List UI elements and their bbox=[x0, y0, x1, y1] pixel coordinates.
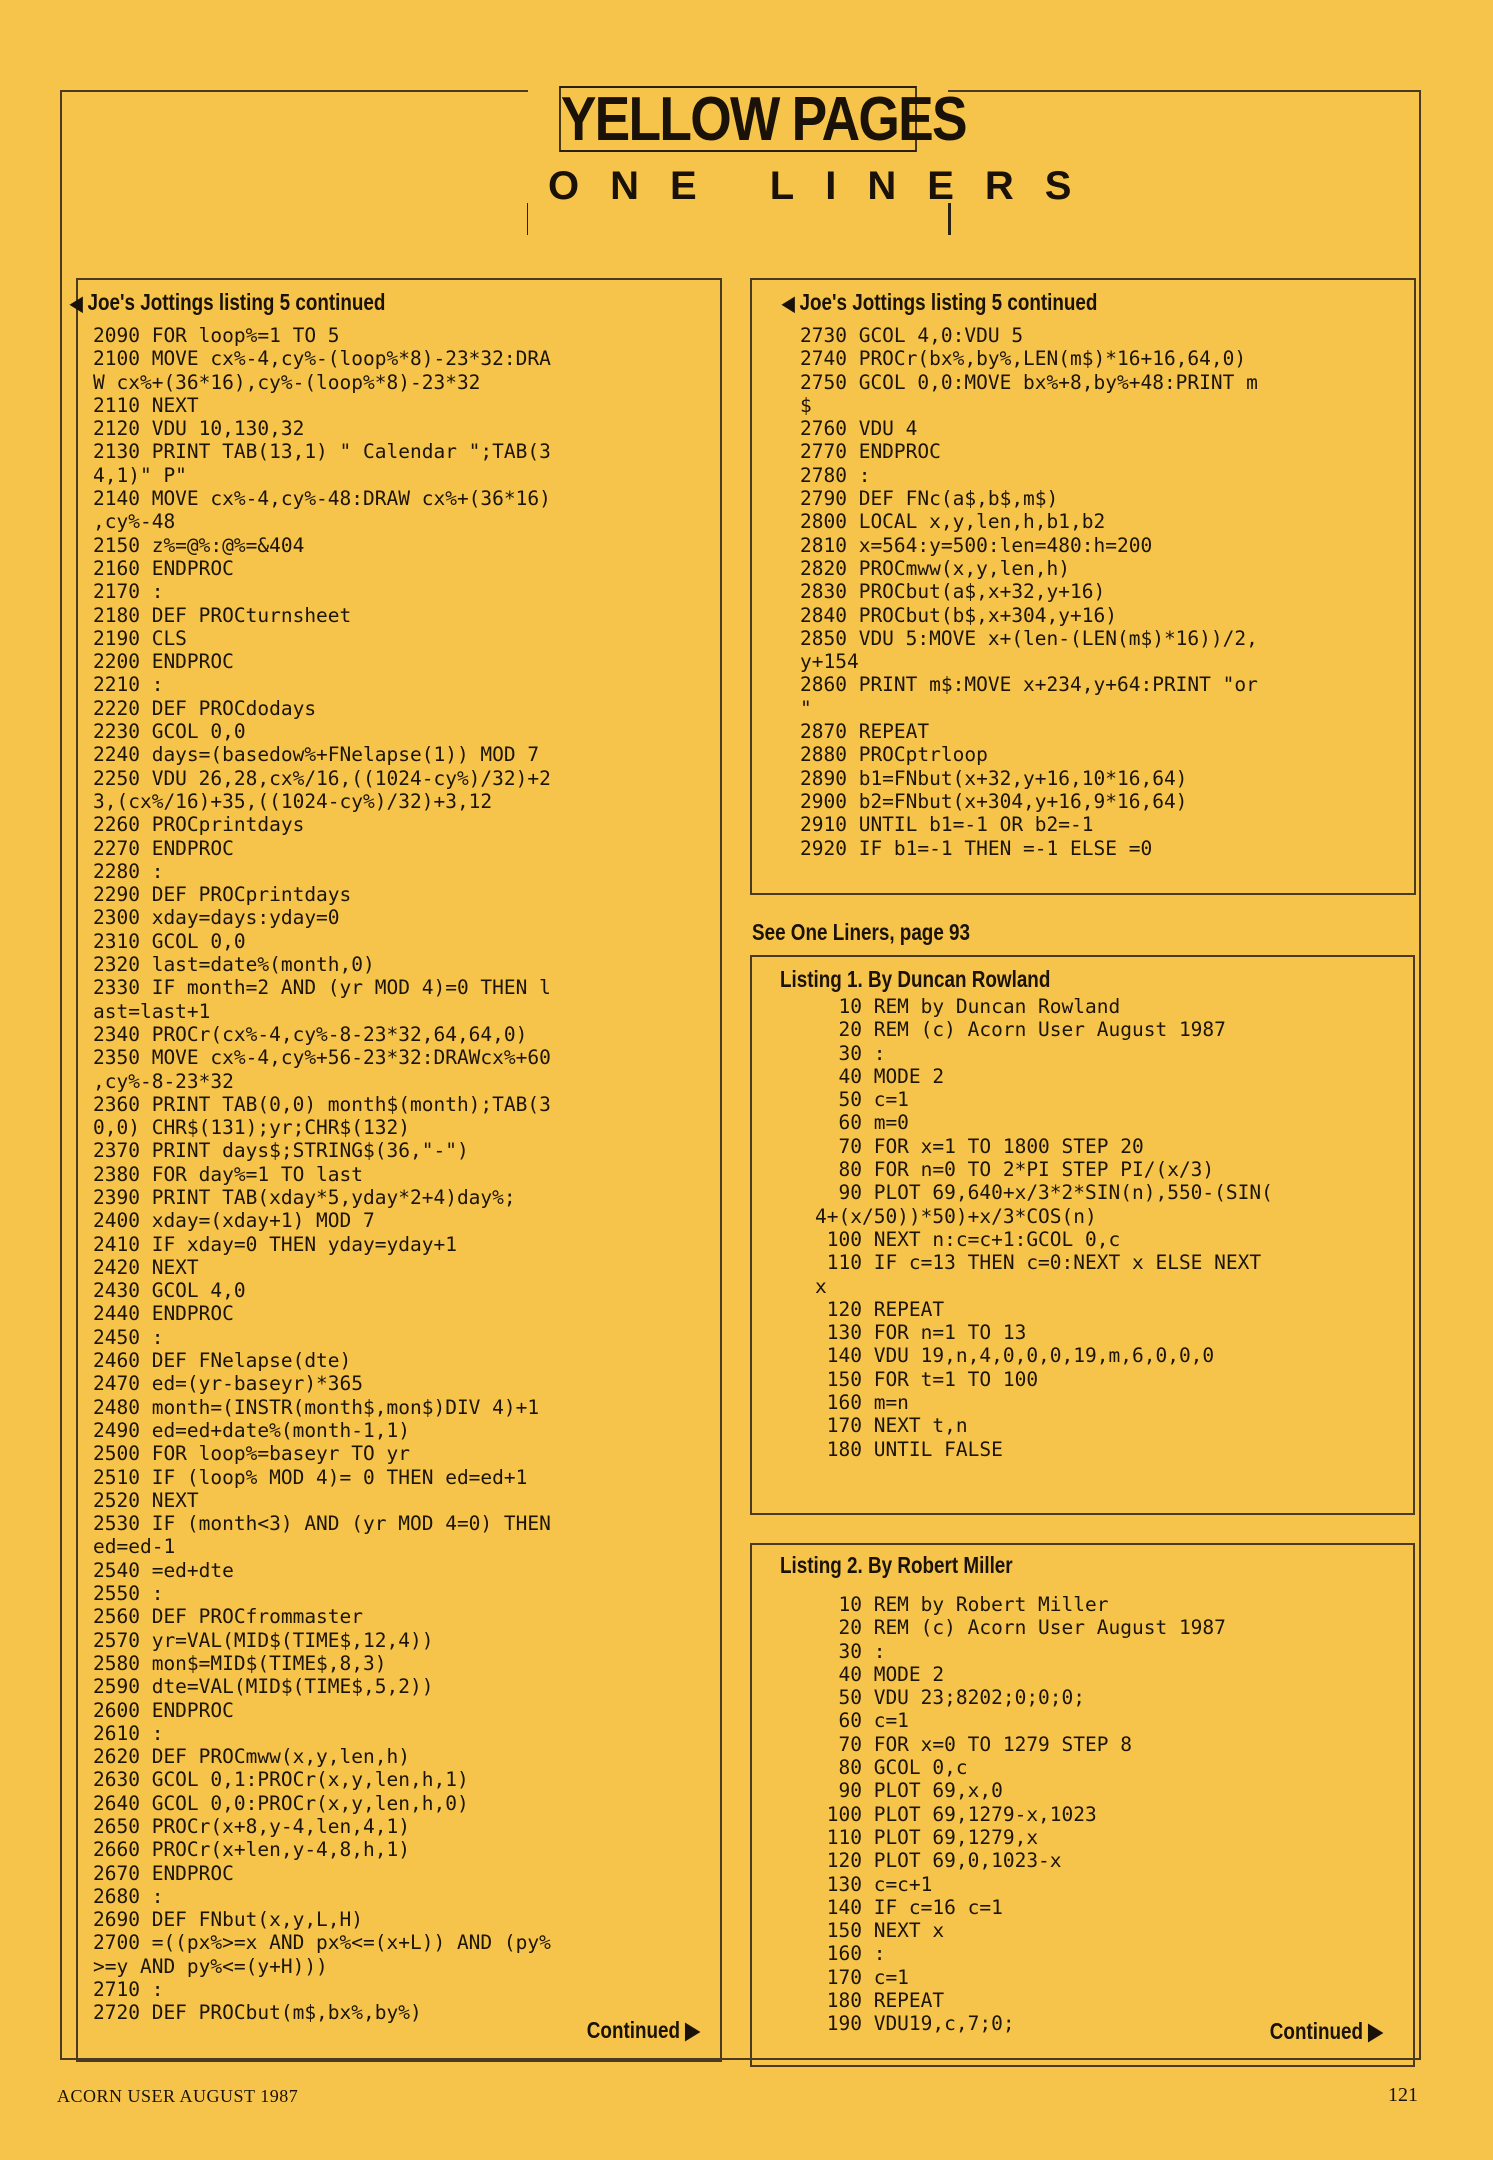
code-line: 2730 GCOL 4,0:VDU 5 bbox=[800, 324, 1024, 347]
code-line: 2900 b2=FNbut(x+304,y+16,9*16,64) bbox=[800, 789, 1188, 813]
code-line: 2830 PROCbut(a$,x+32,y+16) bbox=[800, 580, 1106, 604]
code-line: 2120 VDU 10,130,32 bbox=[93, 417, 305, 441]
continued-text: Continued bbox=[1270, 2018, 1364, 2044]
code-line: 2770 ENDPROC bbox=[800, 440, 941, 464]
code-line: 2110 NEXT bbox=[93, 393, 199, 417]
code-line: 100 NEXT n:c=c+1:GCOL 0,c bbox=[815, 1227, 1121, 1251]
triangle-left-icon: ◀ bbox=[782, 293, 795, 315]
code-line: 2570 yr=VAL(MID$(TIME$,12,4)) bbox=[93, 1628, 434, 1652]
code-line: 60 m=0 bbox=[815, 1111, 909, 1135]
code-line: 2860 PRINT m$:MOVE x+234,y+64:PRINT "or bbox=[800, 673, 1258, 697]
right-heading-text: Joe's Jottings listing 5 continued bbox=[799, 289, 1098, 315]
code-line: 180 UNTIL FALSE bbox=[815, 1437, 1003, 1461]
code-line: 2700 =((px%>=x AND px%<=(x+L)) AND (py% bbox=[93, 1931, 551, 1955]
code-line: 2170 : bbox=[93, 580, 164, 604]
code-line: 30 : bbox=[815, 1639, 886, 1663]
footer-publication: ACORN USER AUGUST 1987 bbox=[57, 2086, 299, 2106]
code-line: 10 REM by Duncan Rowland bbox=[815, 995, 1121, 1018]
code-line: 2180 DEF PROCturnsheet bbox=[93, 603, 352, 627]
listing-1-heading: Listing 1. By Duncan Rowland bbox=[780, 966, 1051, 992]
code-line: 140 VDU 19,n,4,0,0,0,19,m,6,0,0,0 bbox=[815, 1344, 1215, 1368]
code-line: 2870 REPEAT bbox=[800, 720, 930, 744]
code-line: 2550 : bbox=[93, 1582, 164, 1606]
code-line: 2290 DEF PROCprintdays bbox=[93, 883, 352, 907]
code-line: 3,(cx%/16)+35,((1024-cy%)/32)+3,12 bbox=[93, 789, 493, 813]
code-line: 70 FOR x=1 TO 1800 STEP 20 bbox=[815, 1134, 1144, 1158]
code-line: 0,0) CHR$(131);yr;CHR$(132) bbox=[93, 1116, 410, 1140]
code-line: 2490 ed=ed+date%(month-1,1) bbox=[93, 1418, 410, 1442]
code-line: 2090 FOR loop%=1 TO 5 bbox=[93, 324, 340, 347]
code-line: 2190 CLS bbox=[93, 626, 187, 650]
code-line: 190 VDU19,c,7;0; bbox=[815, 2012, 1015, 2036]
code-line: 2200 ENDPROC bbox=[93, 650, 234, 674]
listing-2-box bbox=[750, 1543, 1415, 2067]
code-line: 160 m=n bbox=[815, 1391, 909, 1415]
right-heading bbox=[782, 288, 1097, 318]
code-line: 2750 GCOL 0,0:MOVE bx%+8,by%+48:PRINT m bbox=[800, 370, 1258, 394]
code-line: 170 NEXT t,n bbox=[815, 1414, 968, 1438]
code-line: 50 c=1 bbox=[815, 1088, 909, 1112]
code-line: 150 NEXT x bbox=[815, 1919, 945, 1943]
triangle-right-icon: ▶ bbox=[685, 2017, 700, 2043]
code-line: 170 c=1 bbox=[815, 1965, 909, 1989]
code-line: " bbox=[800, 696, 812, 720]
code-line: 140 IF c=16 c=1 bbox=[815, 1895, 1003, 1919]
see-one-liners-reference: See One Liners, page 93 bbox=[752, 919, 971, 945]
code-line: 2410 IF xday=0 THEN yday=yday+1 bbox=[93, 1232, 457, 1256]
masthead bbox=[528, 85, 1103, 236]
code-line: $ bbox=[800, 393, 812, 417]
code-line: 110 IF c=13 THEN c=0:NEXT x ELSE NEXT bbox=[815, 1251, 1262, 1275]
left-heading-text: Joe's Jottings listing 5 continued bbox=[87, 289, 386, 315]
code-line: 2150 z%=@%:@%=&404 bbox=[93, 533, 305, 557]
code-line: 2840 PROCbut(b$,x+304,y+16) bbox=[800, 603, 1117, 627]
code-line: 20 REM (c) Acorn User August 1987 bbox=[815, 1018, 1226, 1042]
code-line: 2660 PROCr(x+len,y-4,8,h,1) bbox=[93, 1838, 410, 1862]
code-line: 60 c=1 bbox=[815, 1709, 909, 1733]
code-line: 100 PLOT 69,1279-x,1023 bbox=[815, 1802, 1097, 1826]
code-line: 2920 IF b1=-1 THEN =-1 ELSE =0 bbox=[800, 836, 1153, 860]
code-line: 10 REM by Robert Miller bbox=[815, 1593, 1109, 1616]
code-line: 20 REM (c) Acorn User August 1987 bbox=[815, 1616, 1226, 1640]
code-line: 2130 PRINT TAB(13,1) " Calendar ";TAB(3 bbox=[93, 440, 551, 464]
code-line: 2680 : bbox=[93, 1884, 164, 1908]
code-line: 2850 VDU 5:MOVE x+(len-(LEN(m$)*16))/2, bbox=[800, 626, 1258, 650]
code-line: 2720 DEF PROCbut(m$,bx%,by%) bbox=[93, 2001, 422, 2025]
masthead-subtitle: ONE LINERS bbox=[548, 164, 1103, 208]
code-line: 2610 : bbox=[93, 1721, 164, 1745]
code-line: 130 c=c+1 bbox=[815, 1872, 933, 1896]
code-line: 2910 UNTIL b1=-1 OR b2=-1 bbox=[800, 813, 1094, 837]
code-line: 2450 : bbox=[93, 1325, 164, 1349]
code-line: 110 PLOT 69,1279,x bbox=[815, 1825, 1039, 1849]
code-line: 2320 last=date%(month,0) bbox=[93, 953, 375, 977]
code-line: 150 FOR t=1 TO 100 bbox=[815, 1367, 1039, 1391]
code-line: 2530 IF (month<3) AND (yr MOD 4=0) THEN bbox=[93, 1512, 551, 1536]
code-listing-2 bbox=[815, 1593, 1226, 2036]
code-line: 120 PLOT 69,0,1023-x bbox=[815, 1849, 1062, 1873]
code-line: ,cy%-48 bbox=[93, 510, 176, 534]
code-line: 2220 DEF PROCdodays bbox=[93, 696, 317, 720]
code-line: 2790 DEF FNc(a$,b$,m$) bbox=[800, 487, 1059, 511]
code-line: 2380 FOR day%=1 TO last bbox=[93, 1162, 364, 1186]
code-line: 2710 : bbox=[93, 1978, 164, 2002]
code-line: 40 MODE 2 bbox=[815, 1662, 945, 1686]
code-line: 120 REPEAT bbox=[815, 1297, 945, 1321]
code-line: 2210 : bbox=[93, 673, 164, 697]
code-line: 2670 ENDPROC bbox=[93, 1861, 234, 1885]
code-line: W cx%+(36*16),cy%-(loop%*8)-23*32 bbox=[93, 370, 481, 394]
code-line: 2310 GCOL 0,0 bbox=[93, 929, 246, 953]
listing-2-heading: Listing 2. By Robert Miller bbox=[780, 1552, 1013, 1578]
listing-1-box bbox=[750, 955, 1415, 1515]
code-line: 2430 GCOL 4,0 bbox=[93, 1279, 246, 1303]
code-line: 160 : bbox=[815, 1942, 886, 1966]
code-line: 2330 IF month=2 AND (yr MOD 4)=0 THEN l bbox=[93, 976, 551, 1000]
code-line: 2370 PRINT days$;STRING$(36,"-") bbox=[93, 1139, 469, 1163]
listing-box-left bbox=[70, 278, 722, 2062]
triangle-left-icon: ◀ bbox=[70, 293, 83, 315]
code-line: 2890 b1=FNbut(x+32,y+16,10*16,64) bbox=[800, 766, 1188, 790]
code-line: 2760 VDU 4 bbox=[800, 417, 918, 441]
code-line: 2350 MOVE cx%-4,cy%+56-23*32:DRAWcx%+60 bbox=[93, 1046, 551, 1070]
code-line: 2540 =ed+dte bbox=[93, 1558, 234, 1582]
code-line: 4,1)" P" bbox=[93, 463, 187, 487]
code-line: 40 MODE 2 bbox=[815, 1064, 945, 1088]
code-line: 2510 IF (loop% MOD 4)= 0 THEN ed=ed+1 bbox=[93, 1465, 528, 1489]
code-line: 2420 NEXT bbox=[93, 1255, 199, 1279]
code-line: 2100 MOVE cx%-4,cy%-(loop%*8)-23*32:DRA bbox=[93, 347, 551, 371]
code-line: y+154 bbox=[800, 650, 859, 674]
code-line: 2160 ENDPROC bbox=[93, 556, 234, 580]
code-line: 2460 DEF FNelapse(dte) bbox=[93, 1349, 352, 1373]
continued-label-right bbox=[1270, 2017, 1383, 2045]
continued-label-left bbox=[587, 2016, 700, 2044]
code-listing-right-top bbox=[800, 324, 1258, 860]
code-line: 2470 ed=(yr-baseyr)*365 bbox=[93, 1372, 364, 1396]
footer-page-number: 121 bbox=[1388, 2084, 1418, 2106]
code-line: 2800 LOCAL x,y,len,h,b1,b2 bbox=[800, 510, 1106, 534]
code-line: 2820 PROCmww(x,y,len,h) bbox=[800, 556, 1071, 580]
code-line: 2740 PROCr(bx%,by%,LEN(m$)*16+16,64,0) bbox=[800, 347, 1247, 371]
code-line: 2270 ENDPROC bbox=[93, 836, 234, 860]
code-line: 30 : bbox=[815, 1041, 886, 1065]
code-line: 2780 : bbox=[800, 463, 871, 487]
code-line: ,cy%-8-23*32 bbox=[93, 1069, 234, 1093]
code-line: 80 GCOL 0,c bbox=[815, 1756, 968, 1780]
code-line: 2580 mon$=MID$(TIME$,8,3) bbox=[93, 1651, 387, 1675]
code-line: 180 REPEAT bbox=[815, 1989, 945, 2013]
code-line: ed=ed-1 bbox=[93, 1535, 176, 1559]
code-line: 2500 FOR loop%=baseyr TO yr bbox=[93, 1442, 410, 1466]
code-line: 2360 PRINT TAB(0,0) month$(month);TAB(3 bbox=[93, 1092, 551, 1116]
code-line: ast=last+1 bbox=[93, 999, 211, 1023]
continued-text: Continued bbox=[587, 2017, 681, 2043]
code-line: 2340 PROCr(cx%-4,cy%-8-23*32,64,64,0) bbox=[93, 1022, 528, 1046]
code-line: 2690 DEF FNbut(x,y,L,H) bbox=[93, 1908, 364, 1932]
code-line: 50 VDU 23;8202;0;0;0; bbox=[815, 1686, 1086, 1710]
code-line: 80 FOR n=0 TO 2*PI STEP PI/(x/3) bbox=[815, 1158, 1215, 1182]
code-line: >=y AND py%<=(y+H))) bbox=[93, 1954, 328, 1978]
code-line: 70 FOR x=0 TO 1279 STEP 8 bbox=[815, 1732, 1132, 1756]
code-line: 2390 PRINT TAB(xday*5,yday*2+4)day%; bbox=[93, 1185, 516, 1209]
code-line: 2480 month=(INSTR(month$,mon$)DIV 4)+1 bbox=[93, 1395, 540, 1419]
code-line: 4+(x/50))*50)+x/3*COS(n) bbox=[815, 1204, 1097, 1228]
code-listing-1 bbox=[815, 995, 1273, 1461]
code-line: 2440 ENDPROC bbox=[93, 1302, 234, 1326]
code-line: 2240 days=(basedow%+FNelapse(1)) MOD 7 bbox=[93, 743, 540, 767]
code-line: 2230 GCOL 0,0 bbox=[93, 720, 246, 744]
listing-box-right-top bbox=[750, 278, 1416, 895]
code-line: 2250 VDU 26,28,cx%/16,((1024-cy%)/32)+2 bbox=[93, 766, 551, 790]
left-heading bbox=[70, 288, 385, 318]
code-listing-left bbox=[93, 324, 551, 2025]
masthead-title: YELLOW PAGES bbox=[560, 85, 966, 154]
triangle-right-icon: ▶ bbox=[1368, 2018, 1383, 2044]
code-line: 2520 NEXT bbox=[93, 1488, 199, 1512]
code-line: 2140 MOVE cx%-4,cy%-48:DRAW cx%+(36*16) bbox=[93, 487, 551, 511]
code-line: 2590 dte=VAL(MID$(TIME$,5,2)) bbox=[93, 1675, 434, 1699]
code-line: 2280 : bbox=[93, 859, 164, 883]
code-line: 2300 xday=days:yday=0 bbox=[93, 906, 340, 930]
code-line: 2630 GCOL 0,1:PROCr(x,y,len,h,1) bbox=[93, 1768, 469, 1792]
code-line: 90 PLOT 69,640+x/3*2*SIN(n),550-(SIN( bbox=[815, 1181, 1273, 1205]
code-line: 2600 ENDPROC bbox=[93, 1698, 234, 1722]
code-line: 2810 x=564:y=500:len=480:h=200 bbox=[800, 533, 1153, 557]
code-line: 2620 DEF PROCmww(x,y,len,h) bbox=[93, 1745, 410, 1769]
code-line: 2640 GCOL 0,0:PROCr(x,y,len,h,0) bbox=[93, 1791, 469, 1815]
code-line: x bbox=[815, 1274, 827, 1298]
code-line: 2400 xday=(xday+1) MOD 7 bbox=[93, 1209, 375, 1233]
code-line: 2560 DEF PROCfrommaster bbox=[93, 1605, 364, 1629]
code-line: 2880 PROCptrloop bbox=[800, 743, 988, 767]
code-line: 2650 PROCr(x+8,y-4,len,4,1) bbox=[93, 1815, 410, 1838]
code-line: 130 FOR n=1 TO 13 bbox=[815, 1321, 1027, 1345]
code-line: 90 PLOT 69,x,0 bbox=[815, 1779, 1003, 1803]
code-line: 2260 PROCprintdays bbox=[93, 813, 305, 837]
